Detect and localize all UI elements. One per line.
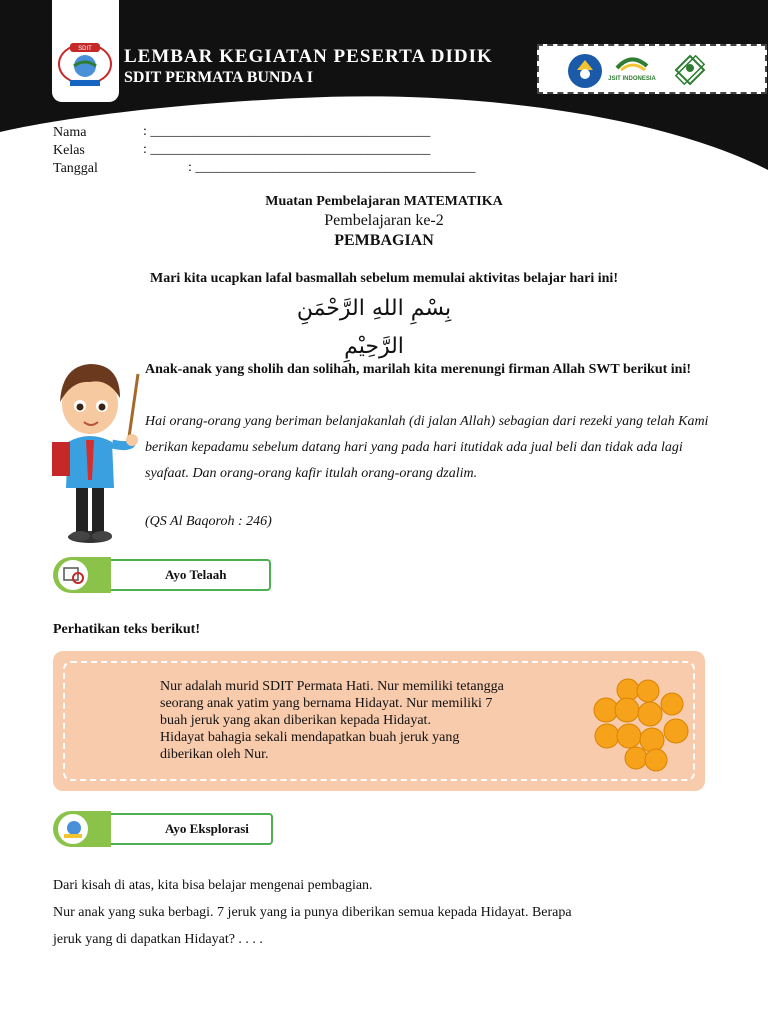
story-line: Nur adalah murid SDIT Permata Hati. Nur memiliki tetangga <box>160 679 504 694</box>
svg-text:SDIT: SDIT <box>78 46 92 52</box>
class-row <box>53 142 85 160</box>
verse-reference: (QS Al Baqoroh : 246) <box>145 514 272 529</box>
teacher-boy-icon <box>50 352 142 547</box>
name-field[interactable]: : ________________________________________ <box>143 124 431 139</box>
class-field[interactable]: : ________________________________________ <box>143 142 431 157</box>
observe-label: Ayo Telaah <box>165 567 227 582</box>
tut-wuri-handayani-logo-icon <box>568 54 602 88</box>
conclusion-line: Nur anak yang suka berbagi. 7 jeruk yang ia punya diberikan semua kepada Hidayat. Berapa <box>53 905 572 920</box>
conclusion-line: Dari kisah di atas, kita bisa belajar mengenai pembagian. <box>53 878 373 893</box>
magnifier-icon <box>55 557 91 593</box>
date-field[interactable]: : ________________________________________ <box>188 160 476 175</box>
section-explore <box>53 810 273 848</box>
date-row <box>53 160 98 178</box>
name-label: Nama <box>53 125 87 140</box>
partner-logos <box>537 44 767 94</box>
basmalah-instruction: Mari kita ucapkan lafal basmallah sebelum memulai aktivitas belajar hari ini! <box>150 271 618 286</box>
section-observe <box>53 557 271 593</box>
meeting-heading: Pembelajaran ke-2 <box>324 212 444 229</box>
story-line: buah jeruk yang akan diberikan kepada Hidayat. <box>160 713 431 728</box>
story-line: diberikan oleh Nur. <box>160 747 269 762</box>
topic-heading: PEMBAGIAN <box>334 232 434 249</box>
conclusion-text <box>53 872 723 953</box>
verse-intro: Anak-anak yang sholih dan solihah, marilah kita merenungi firman Allah SWT berikut ini! <box>145 362 692 377</box>
verse-text: Hai orang-orang yang beriman belanjakanlah (di jalan Allah) sebagian dari rezeki yang telah Kami berikan kepadamu sebelum datang hari yang pada hari itutidak ada jual beli dan tidak ada lagi syafaat. Dan orang-orang kafir itulah orang-orang dzalim. <box>145 414 709 481</box>
conclusion-question: jeruk yang di dapatkan Hidayat? . . . . <box>53 932 263 947</box>
globe-book-icon <box>55 811 91 847</box>
story-line: Hidayat bahagia sekali mendapatkan buah jeruk yang <box>160 730 460 745</box>
read-instruction: Perhatikan teks berikut! <box>53 622 200 637</box>
basmalah-calligraphy: بِسْمِ اللهِ الرَّحْمَنِ الرَّحِيْمِ <box>296 296 452 359</box>
jsit-indonesia-logo-icon <box>608 59 656 82</box>
oranges-icon <box>592 676 692 772</box>
story-text <box>160 678 600 763</box>
school-logo <box>52 0 119 102</box>
name-row <box>53 124 86 142</box>
date-label: Tanggal <box>53 161 98 176</box>
islamic-school-logo-icon <box>676 56 704 84</box>
class-label: Kelas <box>53 143 85 158</box>
observe-label-box <box>83 559 271 591</box>
explore-label-box <box>83 813 273 845</box>
school-name: SDIT PERMATA BUNDA I <box>124 69 313 86</box>
sdit-permata-bunda-logo-icon <box>52 0 119 102</box>
svg-text:JSIT INDONESIA: JSIT INDONESIA <box>608 76 656 82</box>
worksheet-title: LEMBAR KEGIATAN PESERTA DIDIK <box>124 46 493 67</box>
story-line: seorang anak yatim yang bernama Hidayat. Nur memiliki 7 <box>160 696 493 711</box>
subject-heading: Muatan Pembelajaran MATEMATIKA <box>265 194 503 209</box>
explore-label: Ayo Eksplorasi <box>165 821 249 836</box>
